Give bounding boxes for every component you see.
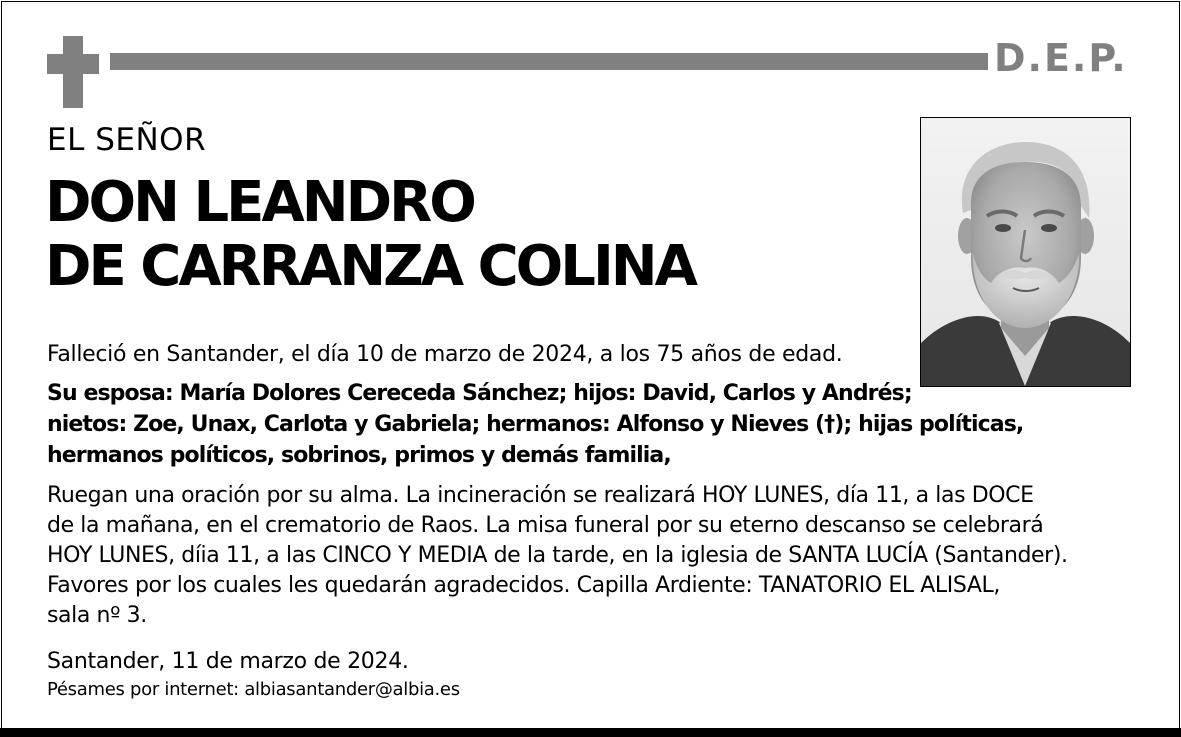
bottom-rule — [0, 728, 1181, 737]
prayer-paragraph — [47, 481, 1068, 631]
dep-label: D.E.P. — [994, 36, 1128, 80]
deceased-name-line-1: DON LEANDRO — [45, 170, 474, 235]
cross-icon — [47, 36, 99, 108]
prayer-line-2: de la mañana, en el crematorio de Raos. La misa funeral por su eterno descanso se celebrará — [47, 513, 1044, 538]
prayer-line-1: Ruegan una oración por su alma. La incineración se realizará HOY LUNES, día 11, a las DOCE — [47, 483, 1034, 508]
prayer-line-3: HOY LUNES, díia 11, a las CINCO Y MEDIA de la tarde, en la iglesia de SANTA LUCÍA (Santander). — [47, 543, 1068, 568]
deceased-title: EL SEÑOR — [47, 122, 207, 158]
deceased-name — [45, 172, 695, 298]
header-divider — [110, 53, 988, 70]
condolences-email: Pésames por internet: albiasantander@albia.es — [47, 679, 460, 700]
portrait-photo — [920, 117, 1131, 387]
family-line-1: Su esposa: María Dolores Cereceda Sánchez; hijos: David, Carlos y Andrés; — [47, 381, 912, 406]
family-list — [47, 378, 1023, 471]
death-info: Falleció en Santander, el día 10 de marzo de 2024, a los 75 años de edad. — [47, 342, 843, 367]
deceased-name-line-2: DE CARRANZA COLINA — [45, 234, 695, 299]
prayer-line-4: Favores por los cuales les quedarán agradecidos. Capilla Ardiente: TANATORIO EL ALISAL, — [47, 573, 1000, 598]
prayer-line-5: sala nº 3. — [47, 603, 147, 628]
family-line-3: hermanos políticos, sobrinos, primos y demás familia, — [47, 443, 671, 468]
family-line-2: nietos: Zoe, Unax, Carlota y Gabriela; hermanos: Alfonso y Nieves (†); hijas políticas, — [47, 412, 1024, 437]
place-date: Santander, 11 de marzo de 2024. — [47, 649, 409, 674]
